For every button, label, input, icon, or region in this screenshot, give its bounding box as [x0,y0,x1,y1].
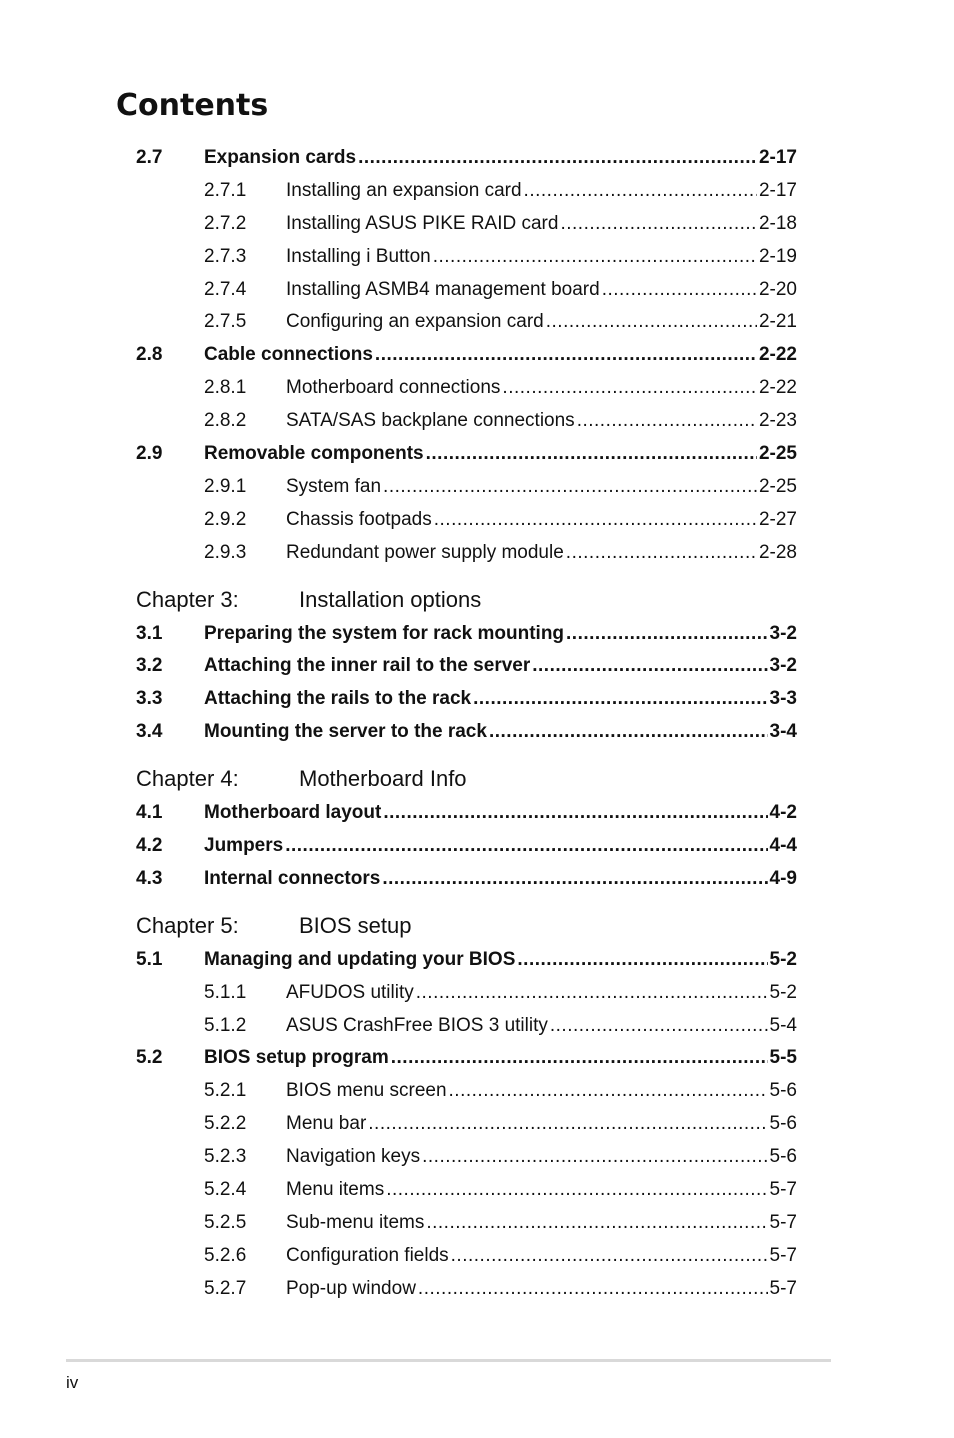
entry-page-number: 2-17 [758,147,797,168]
entry-title: SATA/SAS backplane connections [286,410,575,432]
entry-title: Configuring an expansion card [286,311,544,333]
entry-page-number: 4-9 [769,867,797,889]
entry-number: 5.1 [136,948,163,970]
dot-leader [550,1010,768,1043]
toc-section-entry[interactable] [136,944,797,977]
dot-leader [532,650,767,683]
chapter-label: Chapter 3: [136,586,239,612]
toc-section-entry[interactable] [136,830,797,863]
dot-leader [577,405,757,438]
entry-page-number: 2-18 [758,212,797,234]
toc-section-entry[interactable] [136,797,797,830]
entry-number: 4.1 [136,802,163,824]
entry-number: 4.3 [136,867,163,889]
entry-number: 5.2.5 [204,1211,247,1233]
toc-subsection-entry[interactable] [136,241,797,274]
dot-leader [382,863,767,896]
dot-leader [386,1174,767,1207]
chapter-label: Chapter 4: [136,766,239,792]
entry-title: System fan [286,475,382,497]
entry-page-number: 5-2 [769,948,797,970]
toc-subsection-entry[interactable] [136,208,797,241]
toc-subsection-entry[interactable] [136,977,797,1010]
entry-page-number: 3-2 [769,622,797,644]
entry-title: Navigation keys [286,1146,421,1168]
dot-leader [383,797,767,830]
dot-leader [451,1240,768,1273]
entry-number: 2.9 [136,443,163,465]
entry-title: Removable components [204,443,424,465]
entry-number: 5.2.4 [204,1179,247,1201]
chapter-title: Motherboard Info [299,766,467,792]
chapter-heading [136,896,797,944]
dot-leader [358,142,757,175]
entry-title: Motherboard layout [204,802,382,824]
toc-subsection-entry[interactable] [136,1141,797,1174]
entry-number: 5.2.7 [204,1277,247,1299]
entry-title: Internal connectors [204,867,381,889]
entry-page-number: 4-2 [769,802,797,824]
entry-page-number: 2-28 [758,541,797,563]
entry-title: BIOS setup program [204,1047,389,1069]
dot-leader [546,306,757,339]
entry-page-number: 5-6 [769,1080,797,1102]
toc-subsection-entry[interactable] [136,306,797,339]
dot-leader [566,537,757,570]
dot-leader [383,471,757,504]
dot-leader [489,716,768,749]
dot-leader [391,1042,768,1075]
toc-subsection-entry[interactable] [136,504,797,537]
entry-number: 3.1 [136,622,163,644]
toc-subsection-entry[interactable] [136,537,797,570]
entry-number: 2.9.3 [204,541,247,563]
dot-leader [434,504,757,537]
entry-number: 5.1.2 [204,1014,247,1036]
entry-page-number: 2-21 [758,311,797,333]
dot-leader [524,175,757,208]
chapter-label: Chapter 5: [136,912,239,938]
entry-page-number: 2-23 [758,410,797,432]
chapter-heading [136,570,797,618]
toc-subsection-entry[interactable] [136,175,797,208]
entry-title: Installing ASUS PIKE RAID card [286,212,559,234]
dot-leader [375,339,757,372]
dot-leader [426,1207,767,1240]
entry-title: Mounting the server to the rack [204,721,487,743]
entry-page-number: 2-27 [758,508,797,530]
entry-title: Expansion cards [204,147,357,168]
entry-title: Sub-menu items [286,1211,425,1233]
dot-leader [473,683,767,716]
entry-page-number: 5-4 [769,1014,797,1036]
entry-number: 5.2.1 [204,1080,247,1102]
toc-subsection-entry[interactable] [136,1273,797,1306]
entry-title: Installing an expansion card [286,179,522,201]
toc-section-entry[interactable] [136,1042,797,1075]
toc-section-entry[interactable] [136,142,797,175]
entry-number: 2.8.2 [204,410,247,432]
dot-leader [416,977,768,1010]
footer-divider [66,1359,831,1362]
entry-title: Jumpers [204,835,284,857]
toc-section-entry[interactable] [136,863,797,896]
entry-number: 5.2 [136,1047,163,1069]
dot-leader [560,208,757,241]
entry-page-number: 3-2 [769,655,797,677]
entry-number: 2.7.3 [204,245,247,267]
entry-number: 5.1.1 [204,981,247,1003]
entry-title: Chassis footpads [286,508,432,530]
toc-subsection-entry[interactable] [136,1174,797,1207]
entry-title: Attaching the inner rail to the server [204,655,531,677]
toc-subsection-entry[interactable] [136,274,797,307]
entry-page-number: 5-7 [769,1277,797,1299]
dot-leader [285,830,767,863]
entry-number: 2.7.1 [204,179,247,201]
entry-number: 4.2 [136,835,163,857]
entry-title: BIOS menu screen [286,1080,447,1102]
entry-title: Preparing the system for rack mounting [204,622,565,644]
entry-number: 2.7.4 [204,278,247,300]
entry-number: 5.2.6 [204,1244,247,1266]
entry-page-number: 5-7 [769,1179,797,1201]
entry-page-number: 2-22 [758,377,797,399]
entry-title: Redundant power supply module [286,541,564,563]
entry-page-number: 3-4 [769,721,797,743]
entry-page-number: 2-25 [758,475,797,497]
dot-leader [368,1108,767,1141]
entry-number: 2.8.1 [204,377,247,399]
entry-page-number: 5-7 [769,1211,797,1233]
entry-page-number: 5-7 [769,1244,797,1266]
toc-section-entry[interactable] [136,438,797,471]
entry-number: 2.7.5 [204,311,247,333]
entry-page-number: 2-25 [758,443,797,465]
dot-leader [517,944,767,977]
toc-section-entry[interactable] [136,650,797,683]
entry-title: Menu bar [286,1113,367,1135]
toc-subsection-entry[interactable] [136,1108,797,1141]
entry-number: 2.9.1 [204,475,247,497]
entry-number: 2.8 [136,344,163,366]
entry-title: Attaching the rails to the rack [204,688,472,710]
dot-leader [566,618,768,651]
entry-number: 3.2 [136,655,163,677]
entry-page-number: 2-19 [758,245,797,267]
entry-page-number: 5-5 [769,1047,797,1069]
entry-page-number: 2-17 [758,179,797,201]
entry-number: 5.2.3 [204,1146,247,1168]
entry-page-number: 5-6 [769,1113,797,1135]
entry-title: ASUS CrashFree BIOS 3 utility [286,1014,548,1036]
chapter-title: BIOS setup [299,912,412,938]
entry-number: 3.3 [136,688,163,710]
entry-title: AFUDOS utility [286,981,414,1003]
dot-leader [433,241,757,274]
dot-leader [418,1273,768,1306]
toc-section-entry[interactable] [136,618,797,651]
toc-subsection-entry[interactable] [136,1207,797,1240]
entry-number: 5.2.2 [204,1113,247,1135]
chapter-title: Installation options [299,586,482,612]
footer-page-number: iv [66,1373,79,1392]
entry-title: Menu items [286,1179,385,1201]
entry-page-number: 2-20 [758,278,797,300]
toc-subsection-entry[interactable] [136,372,797,405]
chapter-heading [136,749,797,797]
entry-title: Installing ASMB4 management board [286,278,600,300]
entry-title: Configuration fields [286,1244,449,1266]
entry-number: 2.9.2 [204,508,247,530]
entry-page-number: 3-3 [769,688,797,710]
toc-subsection-entry[interactable] [136,405,797,438]
dot-leader [426,438,757,471]
entry-number: 3.4 [136,721,163,743]
entry-number: 2.7.2 [204,212,247,234]
entry-title: Managing and updating your BIOS [204,948,516,970]
entry-number: 2.7 [136,147,163,168]
toc-subsection-entry[interactable] [136,1240,797,1273]
entry-page-number: 5-2 [769,981,797,1003]
entry-page-number: 5-6 [769,1146,797,1168]
dot-leader [502,372,757,405]
toc-section-entry[interactable] [136,716,797,749]
page-title: Contents [116,88,269,123]
dot-leader [449,1075,768,1108]
table-of-contents [136,142,797,1306]
toc-section-entry[interactable] [136,683,797,716]
entry-title: Pop-up window [286,1277,416,1299]
dot-leader [602,274,757,307]
toc-subsection-entry[interactable] [136,1010,797,1043]
dot-leader [422,1141,767,1174]
entry-page-number: 2-22 [758,344,797,366]
entry-title: Cable connections [204,344,373,366]
entry-title: Motherboard connections [286,377,501,399]
toc-subsection-entry[interactable] [136,471,797,504]
toc-subsection-entry[interactable] [136,1075,797,1108]
toc-section-entry[interactable] [136,339,797,372]
entry-page-number: 4-4 [769,835,797,857]
entry-title: Installing i Button [286,245,431,267]
